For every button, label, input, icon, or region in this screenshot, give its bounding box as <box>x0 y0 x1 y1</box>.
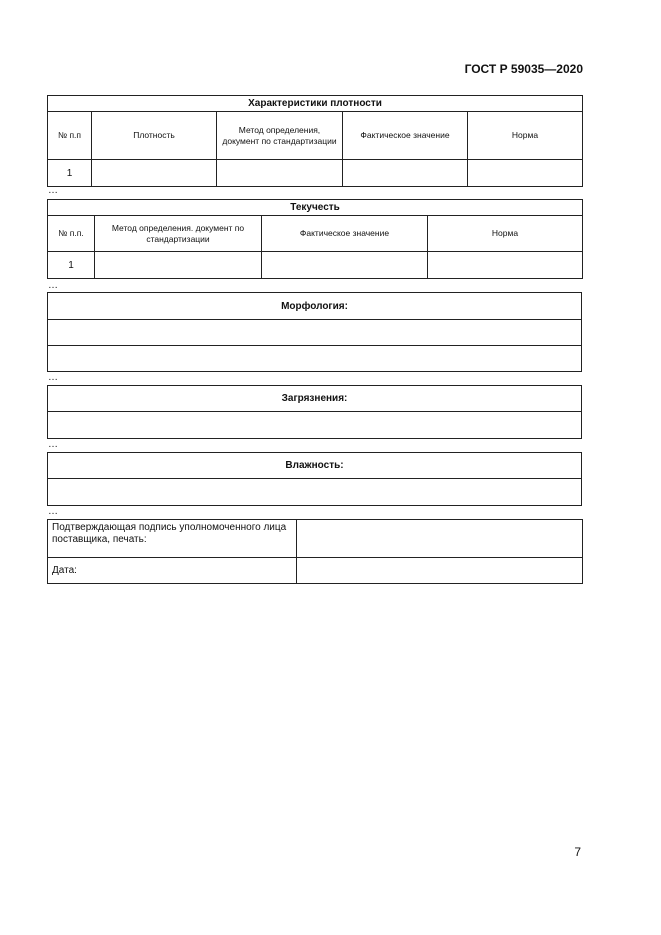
column-header: Метод определения, документ по стандартизации <box>217 112 343 160</box>
ellipsis: … <box>48 439 58 450</box>
table-cell[interactable] <box>95 252 262 279</box>
morphology-table-title: Морфология: <box>48 293 582 320</box>
column-header: Метод определения. документ по стандартизации <box>95 216 262 252</box>
table-cell[interactable] <box>217 160 343 187</box>
ellipsis: … <box>48 185 58 196</box>
table-cell[interactable] <box>48 346 582 372</box>
table-cell[interactable] <box>48 412 582 439</box>
table-cell[interactable] <box>468 160 583 187</box>
contamination-table <box>47 385 582 439</box>
column-header: Фактическое значение <box>343 112 468 160</box>
table-cell: 1 <box>48 252 95 279</box>
ellipsis: … <box>48 372 58 383</box>
table-cell[interactable] <box>48 479 582 506</box>
date-label: Дата: <box>48 558 297 584</box>
fluidity-table-title: Текучесть <box>48 200 583 216</box>
table-cell[interactable] <box>343 160 468 187</box>
humidity-table-title: Влажность: <box>48 453 582 479</box>
column-header: Норма <box>428 216 583 252</box>
morphology-table <box>47 292 582 372</box>
table-cell[interactable] <box>48 320 582 346</box>
date-field[interactable] <box>297 558 583 584</box>
density-table <box>47 95 583 187</box>
column-header: № п.п. <box>48 216 95 252</box>
column-header: № п.п <box>48 112 92 160</box>
signature-label: Подтверждающая подпись уполномоченного лица поставщика, печать: <box>48 520 297 558</box>
table-cell[interactable] <box>262 252 428 279</box>
page-number: 7 <box>574 845 581 859</box>
contamination-table-title: Загрязнения: <box>48 386 582 412</box>
density-table-title: Характеристики плотности <box>48 96 583 112</box>
table-cell[interactable] <box>92 160 217 187</box>
table-cell: 1 <box>48 160 92 187</box>
signature-table <box>47 519 583 584</box>
ellipsis: … <box>48 506 58 517</box>
signature-field[interactable] <box>297 520 583 558</box>
column-header: Норма <box>468 112 583 160</box>
table-cell[interactable] <box>428 252 583 279</box>
fluidity-table <box>47 199 583 279</box>
document-code: ГОСТ Р 59035—2020 <box>464 62 583 76</box>
column-header: Плотность <box>92 112 217 160</box>
column-header: Фактическое значение <box>262 216 428 252</box>
humidity-table <box>47 452 582 506</box>
ellipsis: … <box>48 280 58 291</box>
